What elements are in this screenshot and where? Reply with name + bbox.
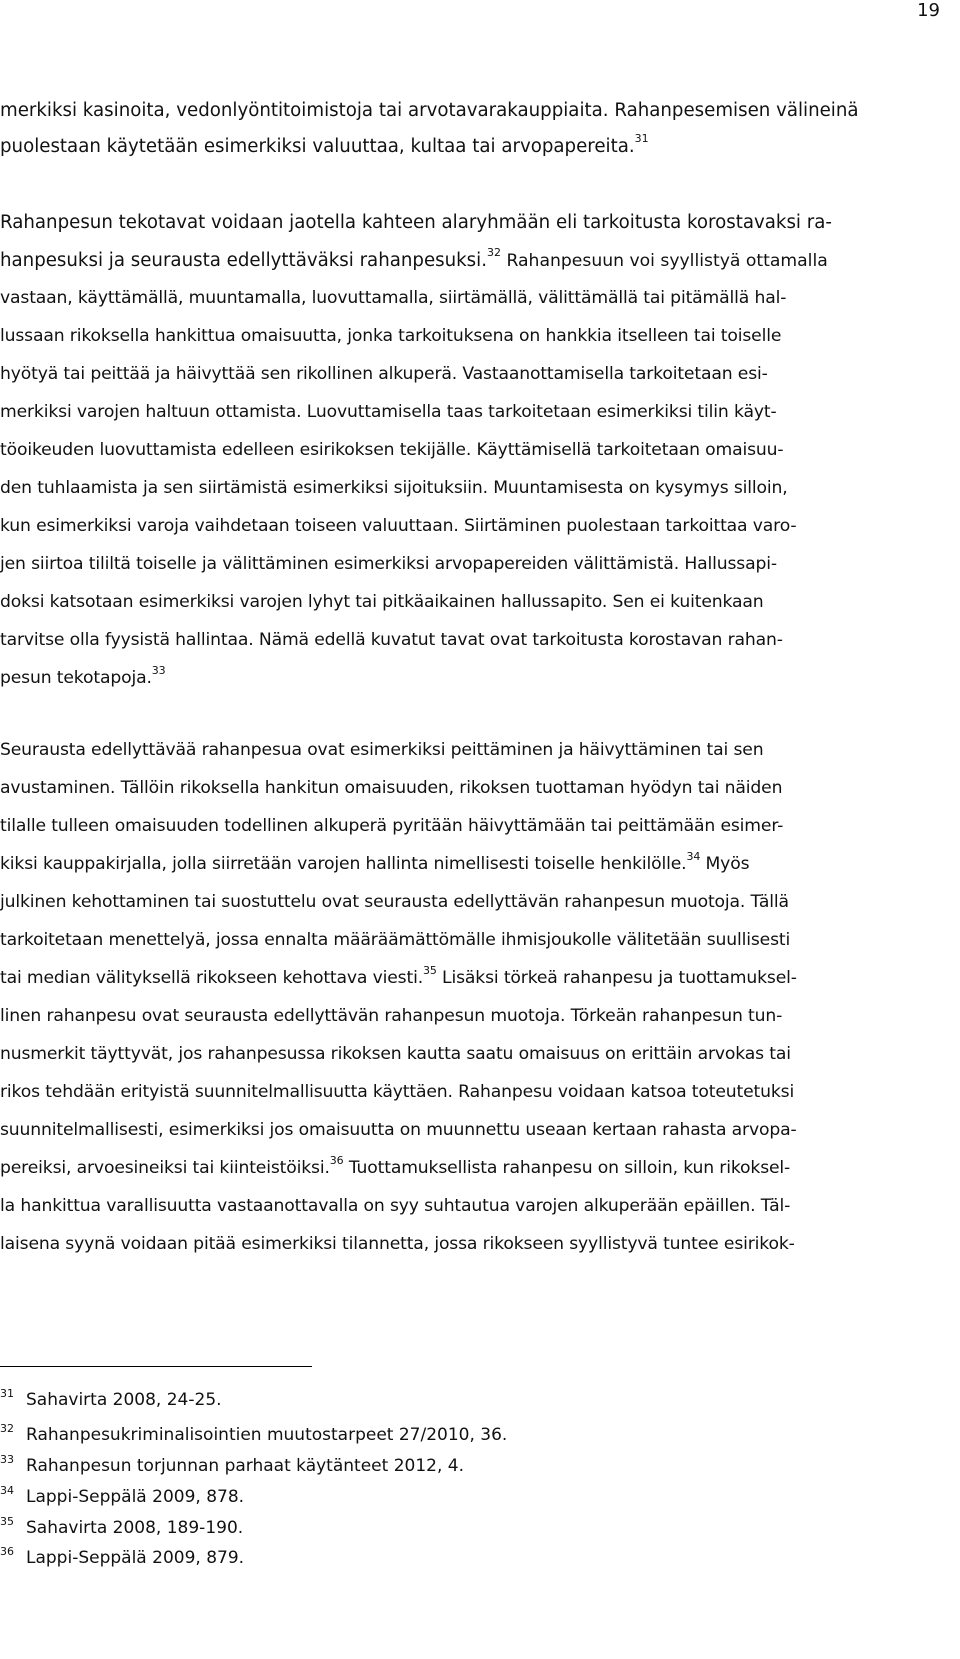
body-line: hyötyä tai peittää ja häivyttää sen rikollinen alkuperä. Vastaanottamisella tarkoitetaan esi- xyxy=(0,364,768,384)
body-line: tilalle tulleen omaisuuden todellinen alkuperä pyritään häivyttämään tai peittämään esimer- xyxy=(0,816,784,836)
footnote: 35 Sahavirta 2008, 189-190. xyxy=(0,1515,244,1538)
body-line: avustaminen. Tällöin rikoksella hankitun omaisuuden, rikoksen tuottaman hyödyn tai näiden xyxy=(0,778,783,798)
body-line: töoikeuden luovuttamista edelleen esirikoksen tekijälle. Käyttämisellä tarkoitetaan omaisuu- xyxy=(0,440,784,460)
body-line: lussaan rikoksella hankittua omaisuutta, jonka tarkoituksena on hankkia itselleen tai toiselle xyxy=(0,326,782,346)
body-line: doksi katsotaan esimerkiksi varojen lyhyt tai pitkäaikainen hallussapito. Sen ei kuitenkaan xyxy=(0,592,764,612)
body-line: hanpesuksi ja seurausta edellyttäväksi rahanpesuksi.$^{32}$ Rahanpesuun voi syyllistyä ottamalla xyxy=(0,246,828,271)
body-line: rikos tehdään erityistä suunnitelmallisuutta käyttäen. Rahanpesu voidaan katsoa toteutetuksi xyxy=(0,1082,795,1102)
footnote-ref: 32 xyxy=(487,246,501,259)
body-line: julkinen kehottaminen tai suostuttelu ovat seurausta edellyttävän rahanpesun muotoja. Tällä xyxy=(0,892,789,912)
body-line: merkiksi varojen haltuun ottamista. Luovuttamisella taas tarkoitetaan esimerkiksi tilin käyt- xyxy=(0,402,777,422)
body-line: Seurausta edellyttävää rahanpesua ovat esimerkiksi peittäminen ja häivyttäminen tai sen xyxy=(0,740,764,760)
footnote: 31 Sahavirta 2008, 24-25. xyxy=(0,1387,222,1410)
footnote: 36 Lappi-Seppälä 2009, 879. xyxy=(0,1545,245,1568)
body-line: linen rahanpesu ovat seurausta edellyttävän rahanpesun muotoja. Törkeän rahanpesun tun- xyxy=(0,1006,783,1026)
body-line: tarkoitetaan menettelyä, jossa ennalta määräämättömälle ihmisjoukolle välitetään suullisesti xyxy=(0,930,791,950)
body-line: puolestaan käytetään esimerkiksi valuuttaa, kultaa tai arvopapereita.$^{31}$ xyxy=(0,132,649,157)
footnote-ref: 33 xyxy=(151,664,166,677)
footnote-ref: 36 xyxy=(329,1154,344,1167)
body-line: pesun tekotapoja.$^{33}$ xyxy=(0,664,166,688)
footnote-ref: 35 xyxy=(423,964,437,977)
footnote-separator xyxy=(0,1366,312,1367)
body-line: Rahanpesun tekotavat voidaan jaotella kahteen alaryhmään eli tarkoitusta korostavaksi ra- xyxy=(0,212,832,233)
body-line: tai median välityksellä rikokseen kehottava viesti.$^{35}$ Lisäksi törkeä rahanpesu ja tuottamuksel- xyxy=(0,964,797,988)
footnote: 32 Rahanpesukriminalisointien muutostarpeet 27/2010, 36. xyxy=(0,1422,508,1445)
body-line: laisena syynä voidaan pitää esimerkiksi tilannetta, jossa rikokseen syyllistyvä tuntee esirikok- xyxy=(0,1234,795,1254)
body-line: kiksi kauppakirjalla, jolla siirretään varojen hallinta nimellisesti toiselle henkilölle.$^{34}$ Myös xyxy=(0,850,750,874)
footnote-ref: 34 xyxy=(686,850,701,863)
body-line: den tuhlaamista ja sen siirtämistä esimerkiksi sijoituksiin. Muuntamisesta on kysymys silloin, xyxy=(0,478,788,498)
body-line: tarvitse olla fyysistä hallintaa. Nämä edellä kuvatut tavat ovat tarkoitusta korostavan rahan- xyxy=(0,630,783,650)
footnote: 34 Lappi-Seppälä 2009, 878. xyxy=(0,1484,245,1507)
body-line: kun esimerkiksi varoja vaihdetaan toiseen valuuttaan. Siirtäminen puolestaan tarkoittaa varo- xyxy=(0,516,797,536)
body-line: la hankittua varallisuutta vastaanottavalla on syy suhtautua varojen alkuperään epäillen. Täl- xyxy=(0,1196,791,1216)
body-line: suunnitelmallisesti, esimerkiksi jos omaisuutta on muunnettu useaan kertaan rahasta arvopa- xyxy=(0,1120,797,1140)
body-line: merkiksi kasinoita, vedonlyöntitoimistoja tai arvotavarakauppiaita. Rahanpesemisen välineinä xyxy=(0,100,859,121)
body-line: vastaan, käyttämällä, muuntamalla, luovuttamalla, siirtämällä, välittämällä tai pitämällä hal- xyxy=(0,288,787,308)
footnote: 33 Rahanpesun torjunnan parhaat käytänteet 2012, 4. xyxy=(0,1453,464,1476)
page-number: 19 xyxy=(917,0,940,21)
body-line: nusmerkit täyttyvät, jos rahanpesussa rikoksen kautta saatu omaisuus on erittäin arvokas tai xyxy=(0,1044,791,1064)
body-line: pereiksi, arvoesineiksi tai kiinteistöiksi.$^{36}$ Tuottamuksellista rahanpesu on silloin, kun rikoksel- xyxy=(0,1154,791,1178)
body-line: jen siirtoa tililtä toiselle ja välittäminen esimerkiksi arvopapereiden välittämistä. Hallussapi- xyxy=(0,554,777,574)
footnote-ref: 31 xyxy=(634,132,649,145)
